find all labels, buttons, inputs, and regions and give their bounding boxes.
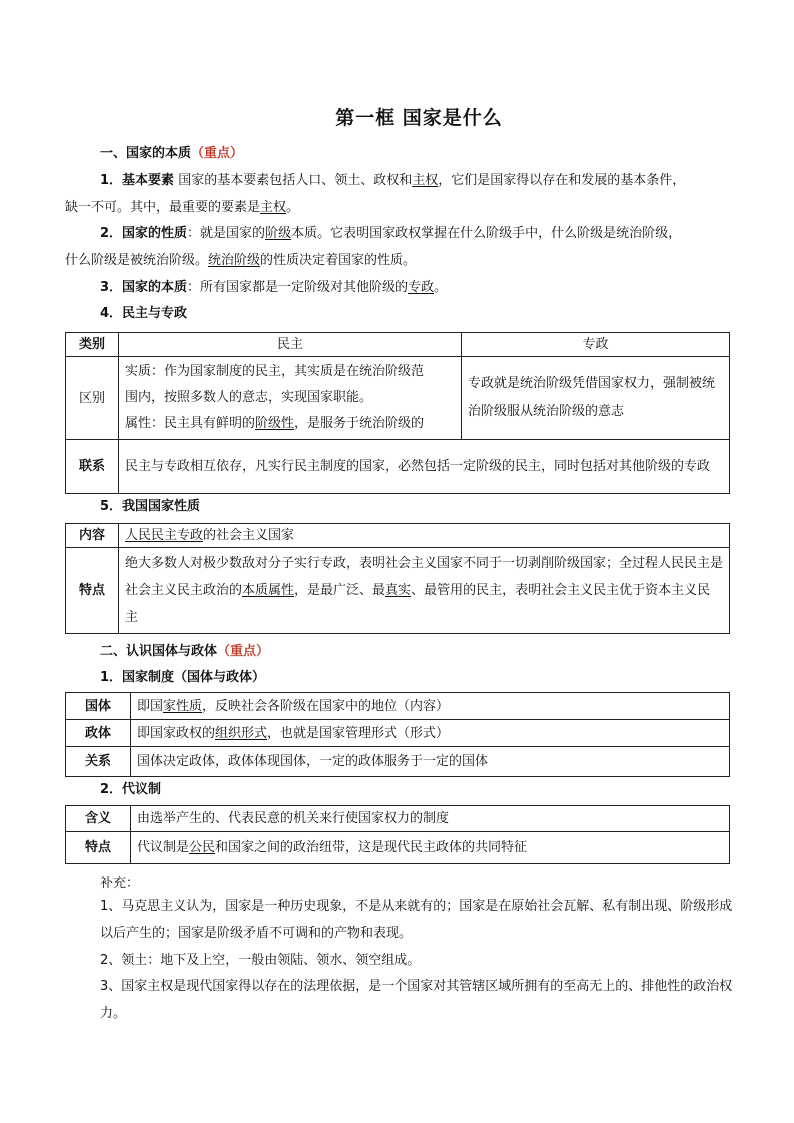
- government-form-underline: 组织形式: [215, 725, 268, 741]
- row-label-rep-features: 特点: [66, 832, 131, 864]
- representative-system-table: [65, 805, 730, 864]
- row-label-content: 内容: [66, 524, 119, 548]
- government-form-text-a: 即国家政权的: [137, 725, 216, 741]
- supplement-paragraph-2: [65, 947, 733, 974]
- point-4-heading: 4．民主与专政: [100, 306, 188, 321]
- point-5-heading: 5．我国国家性质: [100, 499, 201, 514]
- state-form-text-a: 即国: [137, 698, 164, 714]
- point-2-paragraph: [65, 220, 733, 274]
- point-3-period: 。: [434, 280, 448, 295]
- cell-government-form: [131, 720, 730, 747]
- page-title: 第一框 国家是什么: [335, 107, 503, 129]
- row-label-state-form: 国体: [66, 693, 131, 720]
- supplement-paragraph-1: [65, 893, 733, 947]
- state-form-text-b: ，反映社会各阶级在国家中的地位（内容）: [202, 698, 450, 714]
- point-1-text: 国家的基本要素包括人口、领土、政权和: [178, 173, 413, 188]
- supplement-paragraph-3: [65, 973, 733, 1027]
- features-underline-essence: 本质属性: [242, 583, 295, 598]
- features-text-3: 、最管用的民主，表明社会主义民主优于资本主义民主: [125, 583, 711, 625]
- point-3-underline-dictatorship: 专政: [408, 280, 435, 295]
- democracy-attribute-text: 属性：民主具有鲜明的: [125, 416, 256, 431]
- cell-dictatorship-difference: 专政就是统治阶级凭借国家权力，强制被统治阶级服从统治阶级的意志: [462, 357, 730, 440]
- table-row-state-form: [66, 693, 730, 720]
- table-row-difference: [66, 357, 730, 440]
- section-2-heading: [100, 642, 740, 662]
- section-2-heading-text: 二、认识国体与政体: [100, 644, 218, 659]
- cell-state-form: [131, 693, 730, 720]
- cell-rep-features: [131, 832, 730, 864]
- government-form-text-b: ，也就是国家管理形式（形式）: [267, 725, 450, 741]
- cell-meaning: 由选举产生的、代表民意的机关来行使国家权力的制度: [131, 806, 730, 832]
- supplement-text-1: 1、马克思主义认为，国家是一种历史现象，不是从来就有的；国家是在原始社会瓦解、私有制出现、阶级形成以后产生的；国家是阶级矛盾不可调和的产物和表现。: [100, 899, 733, 941]
- cell-relation: 国体决定政体，政体体现国体，一定的政体服务于一定的国体: [131, 747, 730, 777]
- rep-features-underline: 公民: [189, 839, 216, 855]
- democracy-dictatorship-table: [65, 332, 730, 494]
- supplement-text-2: 2、领土：地下及上空，一般由领陆、领水、领空组成。: [100, 953, 421, 968]
- democracy-essence-line2: 围内，按照多数人的意志，实现国家职能。: [125, 390, 373, 405]
- democracy-attribute-text-cont: ，是服务于统治阶级的: [294, 416, 425, 431]
- cell-content: [119, 524, 730, 548]
- row-label-features: 特点: [66, 548, 119, 634]
- table-row-relation: [66, 747, 730, 777]
- table-row-government-form: [66, 720, 730, 747]
- table-header-row: [66, 333, 730, 357]
- point-2-underline-ruling-class: 统治阶级: [208, 253, 261, 268]
- row-label-difference: 区别: [66, 357, 119, 440]
- subsection-2-heading: 2．代议制: [100, 782, 162, 797]
- row-label-relation: 关系: [66, 747, 131, 777]
- table-row-meaning: [66, 806, 730, 832]
- point-3-text: ：所有国家都是一定阶级对其他阶级的: [187, 280, 409, 295]
- point-2-text-cont: 本质。它表明国家政权掌握在什么阶级手中，什么阶级是统治阶级，: [291, 226, 682, 241]
- features-text-2: ，是最广泛、最: [294, 583, 386, 598]
- point-3-paragraph: [65, 274, 733, 301]
- cell-democracy-difference: [119, 357, 462, 440]
- header-category: 类别: [66, 333, 119, 357]
- state-form-underline: 家性质: [163, 698, 203, 714]
- point-2-underline-class: 阶级: [265, 226, 292, 241]
- row-label-government-form: 政体: [66, 720, 131, 747]
- features-text-1: 绝大多数人对极少数敌对分子实行专政，表明社会主义国家不同于一切剥削阶级国家；全过程人民民主是社会主义民主政治的: [125, 556, 724, 598]
- point-1-period: 。: [286, 200, 300, 215]
- democracy-attribute-underline: 阶级性: [255, 416, 295, 431]
- table-row-content: [66, 524, 730, 548]
- cell-features: [119, 548, 730, 634]
- national-system-table: [65, 692, 730, 777]
- table-row-rep-features: [66, 832, 730, 864]
- section-1-heading: [100, 144, 740, 164]
- header-democracy: 民主: [119, 333, 462, 357]
- point-1-label: 1．基本要素: [100, 173, 175, 188]
- row-label-meaning: 含义: [66, 806, 131, 832]
- features-underline-real: 真实: [385, 583, 412, 598]
- rep-features-text-a: 代议制是: [137, 839, 190, 855]
- supplement-label: 补充：: [100, 876, 140, 891]
- subsection-1-heading: 1．国家制度（国体与政体）: [100, 670, 266, 685]
- point-1-line2: 缺一不可。其中，最重要的要素是: [65, 200, 261, 215]
- table-row-features: [66, 548, 730, 634]
- point-1-paragraph: [65, 167, 733, 221]
- point-1-underline-sovereignty: 主权: [412, 173, 439, 188]
- point-2-text: ：就是国家的: [187, 226, 266, 241]
- national-nature-table: [65, 523, 730, 634]
- content-underline: 人民民主专政: [125, 527, 204, 543]
- rep-features-text-b: 和国家之间的政治纽带，这是现代民主政体的共同特征: [215, 839, 528, 855]
- democracy-essence-line1: 实质：作为国家制度的民主，其实质是在统治阶级范: [125, 364, 425, 379]
- point-2-line2: 什么阶级是被统治阶级。: [65, 253, 209, 268]
- point-2-label: 2．国家的性质: [100, 226, 188, 241]
- section-1-key-tag: （重点）: [191, 146, 244, 161]
- content-text: 的社会主义国家: [203, 527, 295, 543]
- point-1-underline-key-element: 主权: [260, 200, 287, 215]
- table-row-connection: [66, 440, 730, 494]
- point-3-label: 3．国家的本质: [100, 280, 188, 295]
- section-1-heading-text: 一、国家的本质: [100, 146, 192, 161]
- point-1-text-cont: ，它们是国家得以存在和发展的基本条件，: [438, 173, 686, 188]
- point-2-line2-end: 的性质决定着国家的性质。: [260, 253, 417, 268]
- cell-connection: 民主与专政相互依存，凡实行民主制度的国家，必然包括一定阶级的民主，同时包括对其他阶级的专政: [119, 440, 730, 494]
- supplement-text-3: 3、国家主权是现代国家得以存在的法理依据，是一个国家对其管辖区域所拥有的至高无上的、排他性的政治权力。: [100, 979, 733, 1021]
- section-2-key-tag: （重点）: [217, 644, 270, 659]
- row-label-connection: 联系: [66, 440, 119, 494]
- header-dictatorship: 专政: [462, 333, 730, 357]
